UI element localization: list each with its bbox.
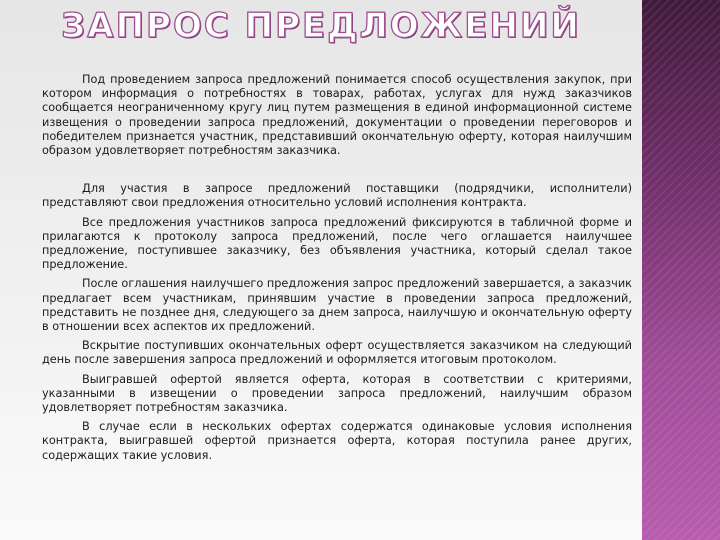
paragraph-definition: Под проведением запроса предложений понимается способ осуществления закупок, при котором информация о потребностях в товарах, работах, услугах для нужд заказчиков сообщается неограниченному кругу лиц путем размещения в единой информационной системе извещения о проведении запроса предложений, документации о проведении переговоров и победителем признается участник, представивший окончательную оферту, которая наилучшим образом удовлетворяет потребностям заказчика. bbox=[42, 73, 632, 158]
paragraph-winning-offer: Выигравшей офертой является оферта, которая в соответствии с критериями, указанными в извещении о проведении запроса предложений, наилучшим образом удовлетворяет потребностям заказчика. bbox=[42, 372, 632, 415]
paragraph-opening-offers: Вскрытие поступивших окончательных оферт осуществляется заказчиком на следующий день после завершения запроса предложений и оформляется итоговым протоколом. bbox=[42, 339, 632, 367]
paragraph-participation: Для участия в запросе предложений поставщики (подрядчики, исполнители) представляют свои предложения относительно условий исполнения контракта. bbox=[42, 182, 632, 210]
slide-body bbox=[42, 73, 632, 468]
paragraph-equal-conditions: В случае если в нескольких офертах содержатся одинаковые условия исполнения контракта, выигравшей офертой признается оферта, которая поступила ранее других, содержащих такие условия. bbox=[42, 420, 632, 462]
decorative-sidebar bbox=[642, 0, 720, 540]
paragraph-completion: После оглашения наилучшего предложения запрос предложений завершается, а заказчик предлагает всем участникам, принявшим участие в проведении запроса предложений, представить не позднее дня, следующего за днем запроса, наилучшую и окончательную оферту в отношении всех аспектов их предложений. bbox=[42, 277, 632, 334]
paragraph-proposals-recording: Все предложения участников запроса предложений фиксируются в табличной форме и прилагаются к протоколу запроса предложений, после чего оглашается наилучшее предложение, поступившее заказчику, без объявления участника, который сделал такое предложение. bbox=[42, 215, 632, 272]
slide-title: ЗАПРОС ПРЕДЛОЖЕНИЙ bbox=[61, 6, 581, 46]
